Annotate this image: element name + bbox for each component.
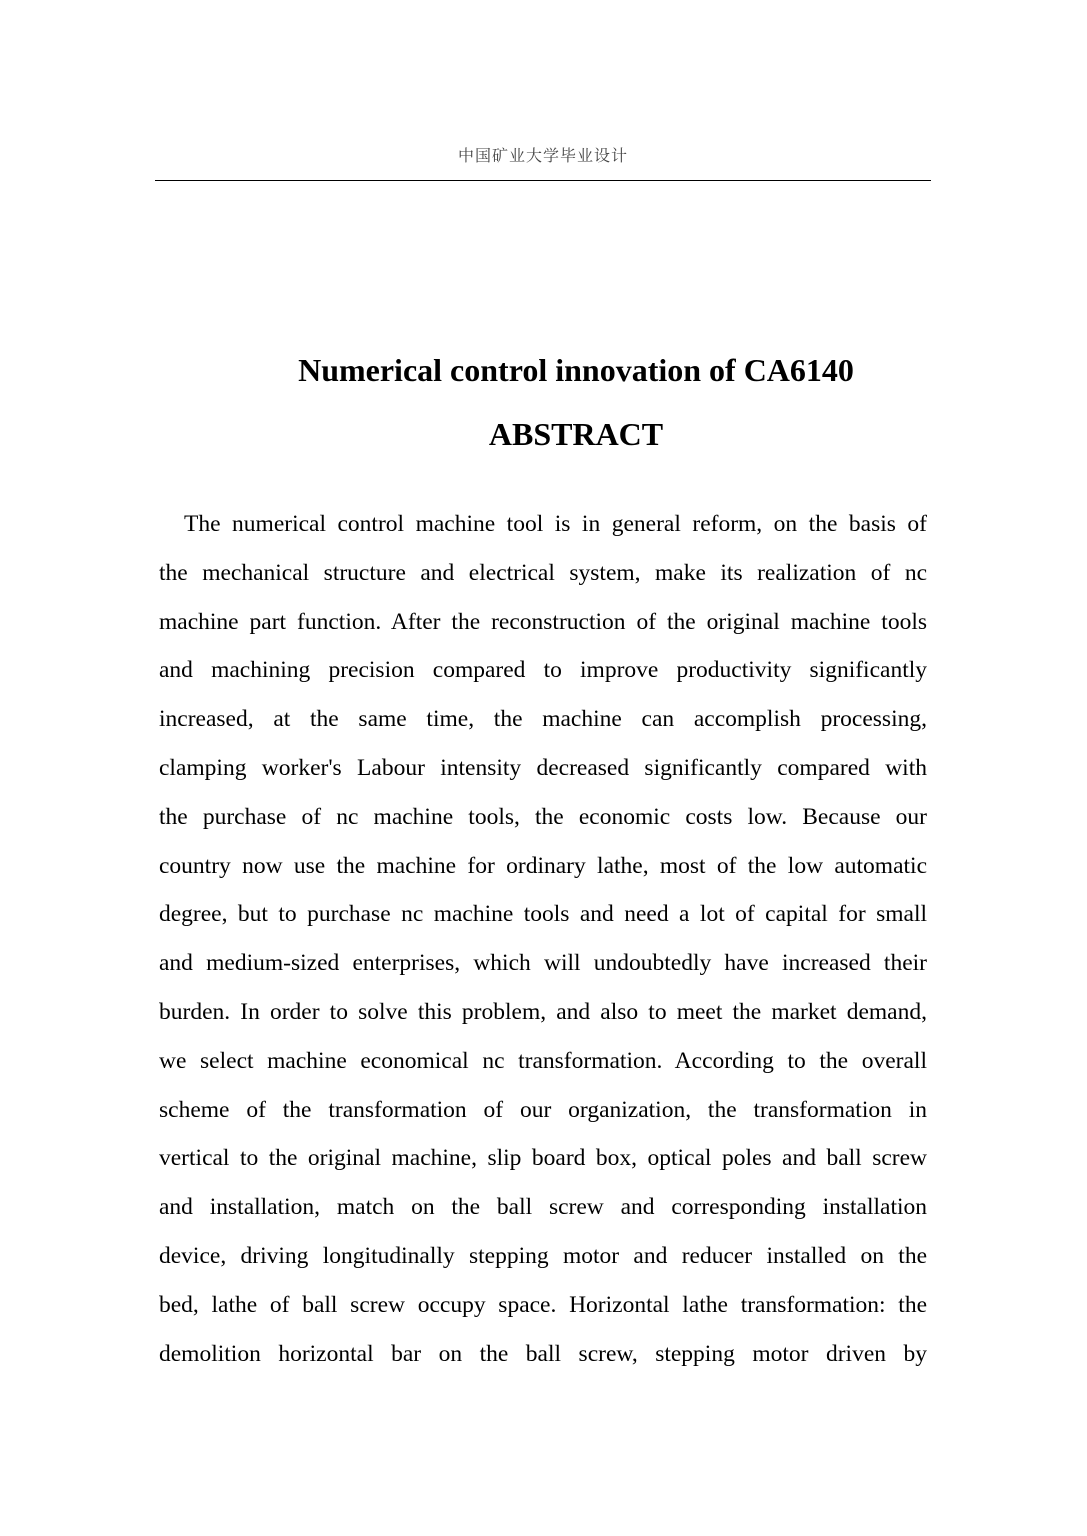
abstract-line: and medium-sized enterprises, which will undoubtedly have increased their xyxy=(159,950,927,977)
abstract-line: burden. In order to solve this problem, and also to meet the market demand, xyxy=(159,998,927,1025)
abstract-line: and machining precision compared to improve productivity significantly xyxy=(159,657,927,684)
abstract-heading: ABSTRACT xyxy=(488,416,664,452)
header-divider xyxy=(155,180,931,181)
abstract-line: demolition horizontal bar on the ball screw, stepping motor driven by xyxy=(159,1340,927,1367)
abstract-line: degree, but to purchase nc machine tools and need a lot of capital for small xyxy=(159,901,927,928)
abstract-line: The numerical control machine tool is in general reform, on the basis of xyxy=(184,511,927,537)
abstract-line: and installation, match on the ball screw and corresponding installation xyxy=(159,1194,927,1221)
abstract-line: we select machine economical nc transformation. According to the overall xyxy=(159,1047,927,1074)
running-header: 中国矿业大学毕业设计 xyxy=(457,146,628,165)
abstract-line: the purchase of nc machine tools, the economic costs low. Because our xyxy=(159,803,927,830)
document-title: Numerical control innovation of CA6140 xyxy=(298,352,854,388)
abstract-line: scheme of the transformation of our organization, the transformation in xyxy=(159,1096,927,1123)
abstract-line: vertical to the original machine, slip board box, optical poles and ball screw xyxy=(159,1145,927,1172)
abstract-line: country now use the machine for ordinary lathe, most of the low automatic xyxy=(159,852,927,879)
abstract-body xyxy=(159,500,927,1378)
abstract-line: bed, lathe of ball screw occupy space. Horizontal lathe transformation: the xyxy=(159,1291,927,1318)
abstract-line: device, driving longitudinally stepping motor and reducer installed on the xyxy=(159,1242,927,1269)
abstract-line: increased, at the same time, the machine can accomplish processing, xyxy=(159,706,927,733)
abstract-line: the mechanical structure and electrical system, make its realization of nc xyxy=(159,559,927,586)
abstract-line: machine part function. After the reconstruction of the original machine tools xyxy=(159,608,927,635)
abstract-line: clamping worker's Labour intensity decreased significantly compared with xyxy=(159,754,927,781)
